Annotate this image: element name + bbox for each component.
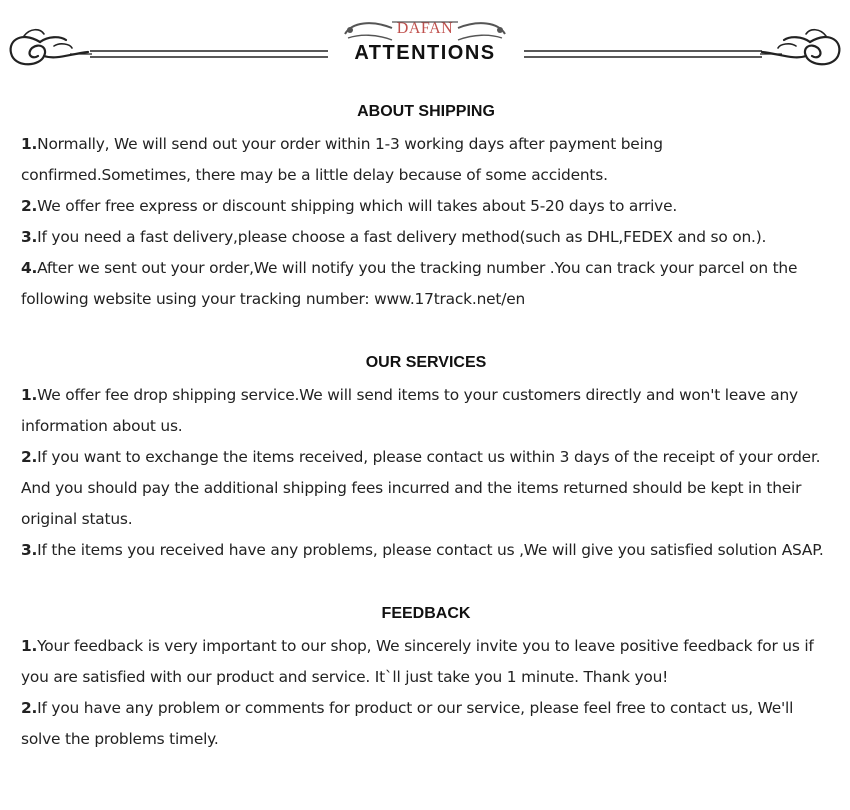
item-number: 1.: [21, 386, 38, 404]
list-item: [21, 693, 831, 755]
item-number: 1.: [21, 637, 38, 655]
list-item: [21, 380, 831, 442]
item-text: We offer fee drop shipping service.We will send items to your customers directly and won't leave any information about us.: [21, 386, 798, 435]
item-text: After we sent out your order,We will notify you the tracking number .You can track your parcel on the following website using your tracking number: www.17track.net/en: [21, 259, 798, 308]
list-item: [21, 535, 831, 566]
item-number: 2.: [21, 448, 38, 466]
item-text: Normally, We will send out your order within 1-3 working days after payment being confirmed.Sometimes, there may be a little delay because of some accidents.: [21, 135, 663, 184]
brand-logo-text: DAFAN: [396, 20, 454, 37]
item-text: If you have any problem or comments for product or our service, please feel free to contact us, We'll solve the problems timely.: [21, 699, 794, 748]
section-our-services: [21, 346, 831, 566]
item-text: If you want to exchange the items received, please contact us within 3 days of the receipt of your order. And you should pay the additional shipping fees incurred and the items returned should be kept in their original status.: [21, 448, 821, 528]
item-number: 3.: [21, 228, 38, 246]
list-item: [21, 222, 831, 253]
list-item: [21, 191, 831, 222]
item-number: 1.: [21, 135, 38, 153]
item-number: 2.: [21, 197, 38, 215]
section-about-shipping: [21, 95, 831, 315]
section-title: FEEDBACK: [381, 605, 471, 622]
section-feedback: [21, 597, 831, 755]
section-title: OUR SERVICES: [365, 354, 487, 371]
item-number: 3.: [21, 541, 38, 559]
list-item: [21, 253, 831, 315]
attentions-content: [21, 95, 831, 786]
attentions-header: [0, 0, 850, 80]
list-item: [21, 442, 831, 535]
item-text: If the items you received have any problems, please contact us ,We will give you satisfied solution ASAP.: [37, 541, 824, 559]
item-text: Your feedback is very important to our shop, We sincerely invite you to leave positive feedback for us if you are satisfied with our product and service. It`ll just take you 1 minute. Thank you!: [21, 637, 814, 686]
list-item: [21, 129, 831, 191]
item-text: If you need a fast delivery,please choose a fast delivery method(such as DHL,FEDEX and so on.).: [37, 228, 767, 246]
item-text: We offer free express or discount shipping which will takes about 5-20 days to arrive.: [37, 197, 678, 215]
list-item: [21, 631, 831, 693]
item-number: 4.: [21, 259, 38, 277]
page-title: ATTENTIONS: [354, 42, 496, 64]
ornament-divider: [0, 0, 850, 80]
section-title: ABOUT SHIPPING: [357, 103, 495, 120]
item-number: 2.: [21, 699, 38, 717]
